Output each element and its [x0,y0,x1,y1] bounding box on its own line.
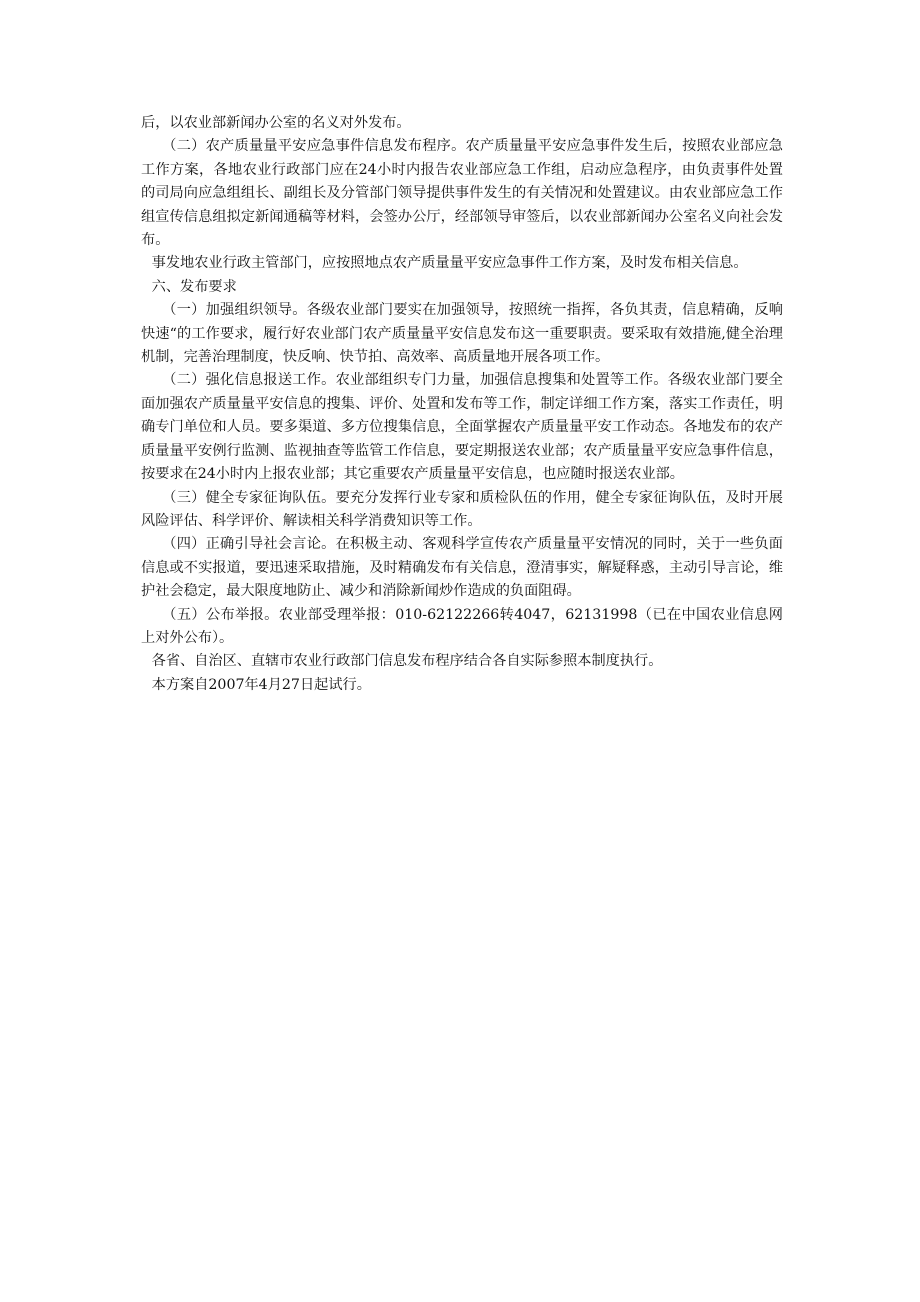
paragraph-text: （二）强化信息报送工作。农业部组织专门力量，加强信息搜集和处置等工作。各级农业部门要全面加强农产质量量平安信息的搜集、评价、处置和发布等工作，制定详细工作方案，落实工作责任，明确专门单位和人员。要多渠道、多方位搜集信息，全面掌握农产质量量平安工作动态。各地发布的农产质量量平安例行监测、监视抽查等监管工作信息，要定期报送农业部；农产质量量平安应急事件信息，按要求在24小时内上报农业部；其它重要农产质量量平安信息，也应随时报送农业部。 [141,372,783,483]
paragraph-text: （一）加强组织领导。各级农业部门要实在加强领导，按照统一指挥，各负其责，信息精确，反响快速“的工作要求，履行好农业部门农产质量量平安信息发布这一重要职责。要采取有效措施,健全治理机制，完善治理制度，快反响、快节拍、高效率、高质量地开展各项工作。 [141,302,783,366]
paragraph [141,252,783,275]
paragraph-text: 后，以农业部新闻办公室的名义对外发布。 [141,115,411,131]
section-heading-text: 六、发布要求 [151,278,237,295]
paragraph [141,674,783,697]
section-heading [141,276,783,299]
paragraph [141,369,783,486]
paragraph-text: （五）公布举报。农业部受理举报：010-62122266转4047，62131998（已在中国农业信息网上对外公布）。 [141,606,783,646]
paragraph [141,533,783,603]
paragraph-text: （二）农产质量量平安应急事件信息发布程序。农产质量量平安应急事件发生后，按照农业部应急工作方案，各地农业行政部门应在24小时内报告农业部应急工作组，启动应急程序，由负责事件处置的司局向应急组组长、副组长及分管部门领导提供事件发生的有关情况和处置建议。由农业部应急工作组宣传信息组拟定新闻通稿等材料，会签办公厅，经部领导审签后，以农业部新闻办公室名义向社会发布。 [141,138,783,249]
paragraph [141,135,783,252]
paragraph [141,650,783,673]
paragraph [141,604,783,651]
paragraph-text: 事发地农业行政主管部门，应按照地点农产质量量平安应急事件工作方案，及时发布相关信息。 [151,255,748,272]
paragraph [141,299,783,369]
paragraph-text: 各省、自治区、直辖市农业行政部门信息发布程序结合各自实际参照本制度执行。 [151,653,663,670]
paragraph [141,487,783,534]
paragraph-text: 本方案自2007年4月27日起试行。 [151,676,371,693]
paragraph [141,112,783,135]
paragraph-text: （四）正确引导社会言论。在积极主动、客观科学宣传农产质量量平安情况的同时，关于一些负面信息或不实报道，要迅速采取措施，及时精确发布有关信息，澄清事实，解疑释惑，主动引导言论，维护社会稳定，最大限度地防止、减少和消除新闻炒作造成的负面阻碍。 [141,536,783,600]
paragraph-text: （三）健全专家征询队伍。要充分发挥行业专家和质检队伍的作用，健全专家征询队伍，及时开展风险评估、科学评价、解读相关科学消费知识等工作。 [141,489,783,529]
document-body [141,112,783,697]
